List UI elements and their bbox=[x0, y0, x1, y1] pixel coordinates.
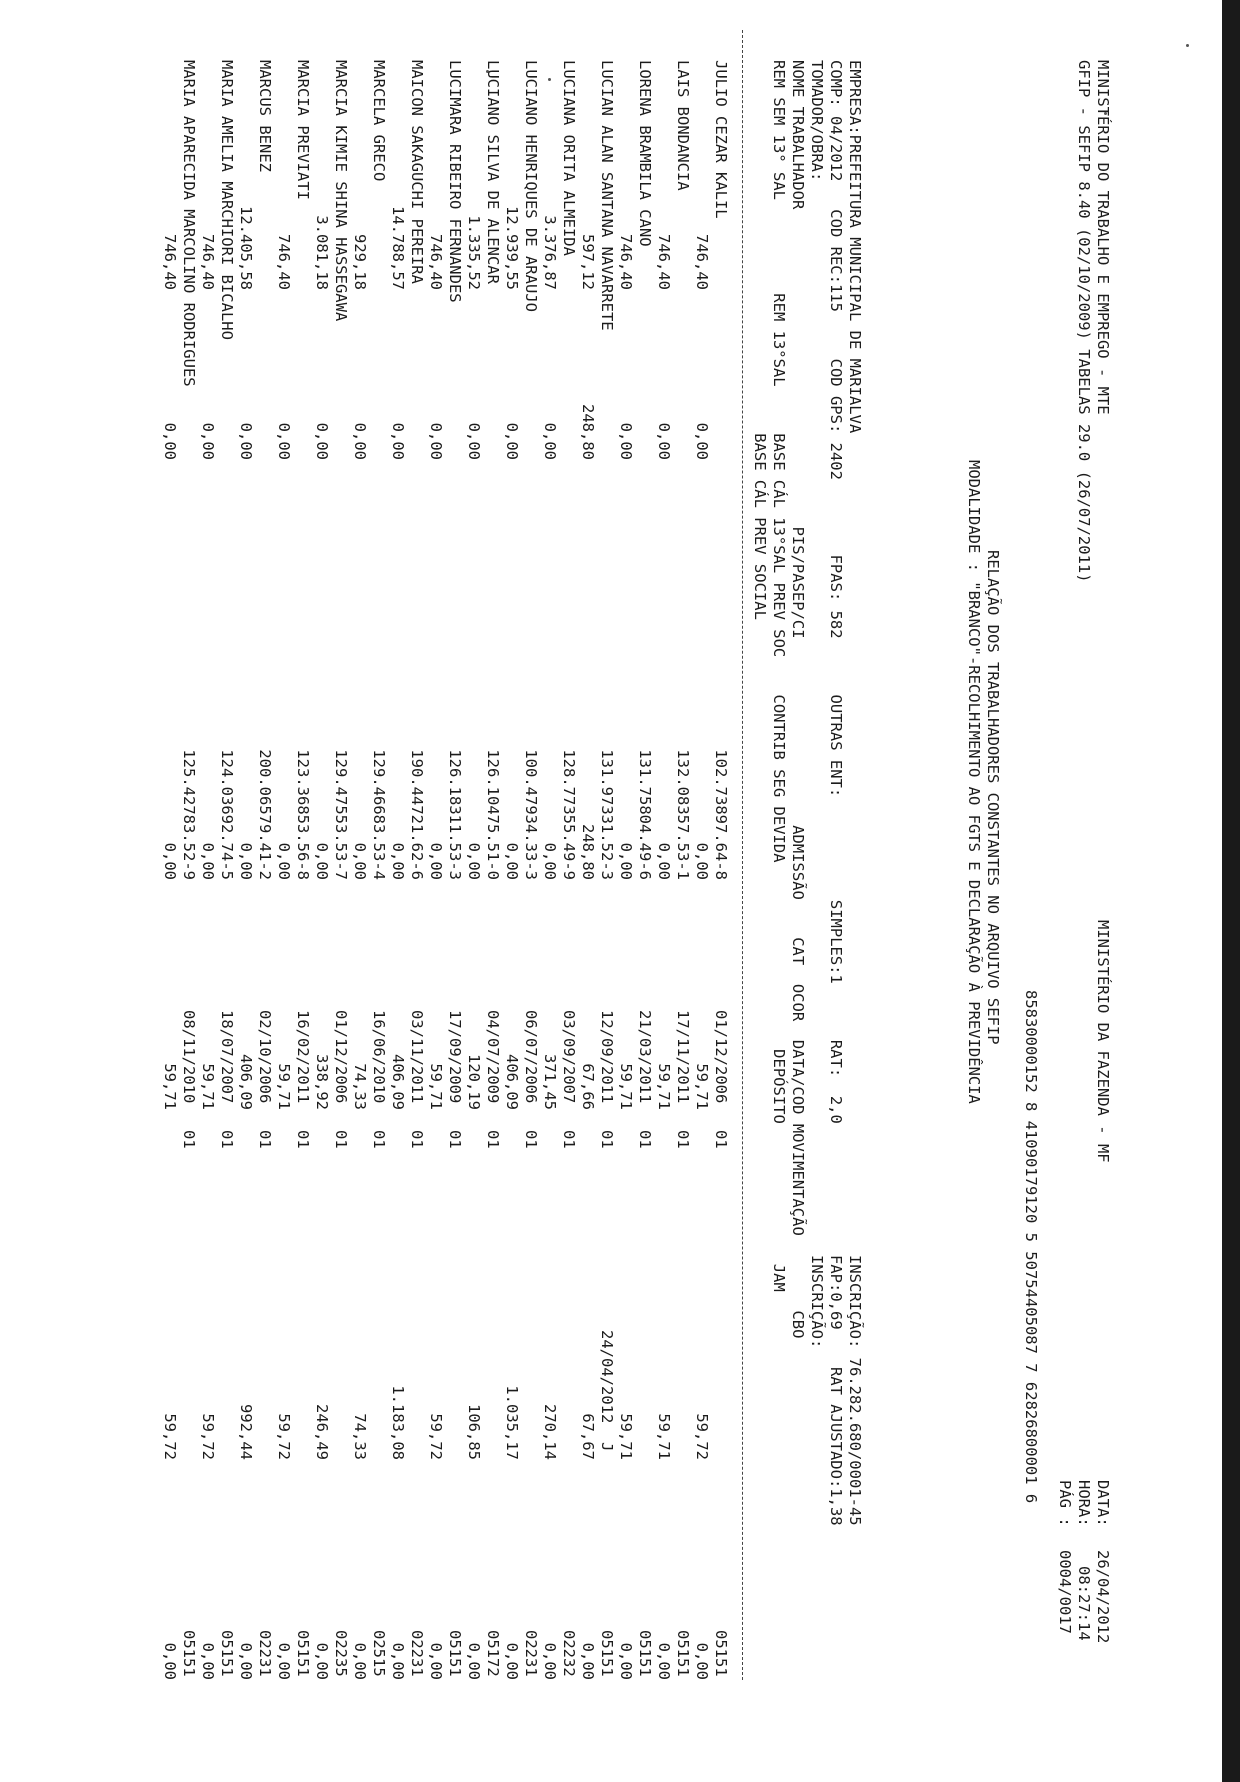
cell-pis: 200.06579.41-2 bbox=[256, 749, 274, 880]
cell-pis: 129.47553.53-7 bbox=[332, 749, 350, 880]
cell-pis: 129.46683.53-4 bbox=[370, 749, 388, 880]
cell-rem13: 0,00 bbox=[427, 422, 445, 460]
cell-rem-sem: 597,12 bbox=[579, 234, 597, 290]
comp-line: COMP: 04/2012 COD REC:115 COD GPS: 2402 FPAS: 582 OUTRAS ENT: SIMPLES:1 RAT: 2,0 bbox=[827, 60, 845, 1124]
fap-line: FAP:0,69 RAT AJUSTADO:1,38 bbox=[827, 1255, 845, 1526]
cell-jam: 0,00 bbox=[693, 1642, 711, 1680]
column-header-1: NOME TRABALHADOR PIS/PASEP/CI ADMISSÃO CAT OCOR DATA/COD MOVIMENTAÇÃO CBO bbox=[789, 60, 807, 1339]
cell-pis: 124.03692.74-5 bbox=[218, 749, 236, 880]
cell-rem13: 0,00 bbox=[655, 422, 673, 460]
cell-contrib: 371,45 bbox=[541, 1054, 559, 1110]
cell-rem13: 0,00 bbox=[541, 422, 559, 460]
cell-name: MARIA AMELIA MARCHIORI BICALHO bbox=[218, 60, 236, 340]
cell-deposito: 59,72 bbox=[161, 1413, 179, 1460]
cell-base13: 248,80 bbox=[579, 824, 597, 880]
cell-admissao: 06/07/2006 bbox=[522, 1010, 540, 1104]
cell-cbo: 05151 bbox=[636, 1630, 654, 1677]
cell-cat: 01 bbox=[712, 1130, 730, 1149]
cell-pis: 125.42783.52-9 bbox=[180, 749, 198, 880]
cell-cat: 01 bbox=[636, 1130, 654, 1149]
cell-admissao: 08/11/2010 bbox=[180, 1010, 198, 1104]
cell-cat: 01 bbox=[598, 1130, 616, 1149]
cell-rem13: 0,00 bbox=[465, 422, 483, 460]
cell-admissao: 03/11/2011 bbox=[408, 1010, 426, 1104]
cell-base13: 0,00 bbox=[237, 842, 255, 880]
cell-admissao: 16/06/2010 bbox=[370, 1010, 388, 1104]
cell-pis: 132.08357.53-1 bbox=[674, 749, 692, 880]
system-line: GFIP - SEFIP 8.40 (02/10/2009) TABELAS 29.0 (26/07/2011) bbox=[1075, 60, 1093, 583]
header-divider bbox=[742, 30, 743, 1680]
cell-rem-sem: 746,40 bbox=[655, 234, 673, 290]
cell-cat: 01 bbox=[446, 1130, 464, 1149]
cell-admissao: 02/10/2006 bbox=[256, 1010, 274, 1104]
cell-deposito: 270,14 bbox=[541, 1404, 559, 1460]
date-label: DATA: bbox=[1094, 1480, 1112, 1527]
page-label: PÁG : bbox=[1056, 1480, 1074, 1527]
cell-rem-sem: 929,18 bbox=[351, 234, 369, 290]
cell-name: LUCIMARA RIBEIRO FERNANDES bbox=[446, 60, 464, 303]
cell-deposito: 59,72 bbox=[427, 1413, 445, 1460]
cell-deposito: 59,71 bbox=[655, 1413, 673, 1460]
tomador-line: TOMADOR/OBRA: bbox=[808, 60, 826, 182]
cell-rem13: 0,00 bbox=[389, 422, 407, 460]
cell-pis: 126.18311.53-3 bbox=[446, 749, 464, 880]
inscricao2-line: INSCRIÇÃO: bbox=[808, 1255, 826, 1349]
cell-rem13: 0,00 bbox=[693, 422, 711, 460]
cell-deposito: 59,72 bbox=[199, 1413, 217, 1460]
cell-name: LUCIAN ALAN SANTANA NAVARRETE bbox=[598, 60, 616, 331]
cell-name: MARCUS BENEZ bbox=[256, 60, 274, 172]
cell-jam: 0,00 bbox=[465, 1642, 483, 1680]
cell-rem-sem: 14.788,57 bbox=[389, 206, 407, 290]
cell-deposito: 1.035,17 bbox=[503, 1385, 521, 1460]
cell-cat: 01 bbox=[180, 1130, 198, 1149]
cell-cat: 01 bbox=[484, 1130, 502, 1149]
cell-jam: 0,00 bbox=[427, 1642, 445, 1680]
cell-admissao: 16/02/2011 bbox=[294, 1010, 312, 1104]
cell-base13: 0,00 bbox=[465, 842, 483, 880]
cell-rem13: 0,00 bbox=[275, 422, 293, 460]
cell-cbo: 02231 bbox=[522, 1630, 540, 1677]
cell-name: MARCIA PREVIATI bbox=[294, 60, 312, 200]
cell-cbo: 05151 bbox=[674, 1630, 692, 1677]
cell-contrib: 59,71 bbox=[617, 1063, 635, 1110]
column-header-3: BASE CÁL PREV SOCIAL bbox=[751, 60, 769, 620]
cell-base13: 0,00 bbox=[655, 842, 673, 880]
modality-line: MODALIDADE : "BRANCO"-RECOLHIMENTO AO FGTS E DECLARAÇÃO À PREVIDÊNCIA bbox=[965, 460, 983, 1104]
cell-contrib: 67,66 bbox=[579, 1063, 597, 1110]
cell-cbo: 02232 bbox=[560, 1630, 578, 1677]
cell-jam: 0,00 bbox=[617, 1642, 635, 1680]
cell-rem13: 0,00 bbox=[237, 422, 255, 460]
cell-deposito: 106,85 bbox=[465, 1404, 483, 1460]
cell-pis: 131.97331.52-3 bbox=[598, 749, 616, 880]
cell-admissao: 12/09/2011 bbox=[598, 1010, 616, 1104]
cell-cat: 01 bbox=[674, 1130, 692, 1149]
cell-deposito: 74,33 bbox=[351, 1413, 369, 1460]
cell-cat: 01 bbox=[256, 1130, 274, 1149]
cell-base13: 0,00 bbox=[199, 842, 217, 880]
cell-contrib: 59,71 bbox=[161, 1063, 179, 1110]
cell-contrib: 59,71 bbox=[655, 1063, 673, 1110]
barcode-number: 85830000152 8 41090179120 5 50754405087 7 62826800001 6 bbox=[1022, 990, 1040, 1504]
cell-cat: 01 bbox=[218, 1130, 236, 1149]
ministry-left: MINISTÉRIO DO TRABALHO E EMPREGO - MTE bbox=[1094, 60, 1112, 415]
cell-name: MARIA APARECIDA MARCOLINO RODRIGUES bbox=[180, 60, 198, 387]
cell-admissao: 03/09/2007 bbox=[560, 1010, 578, 1104]
cell-rem13: 0,00 bbox=[617, 422, 635, 460]
cell-jam: 0,00 bbox=[503, 1642, 521, 1680]
cell-rem13: 0,00 bbox=[351, 422, 369, 460]
cell-name: LUCIANO HENRIQUES DE ARAUJO bbox=[522, 60, 540, 312]
cell-jam: 0,00 bbox=[313, 1642, 331, 1680]
cell-rem-sem: 746,40 bbox=[427, 234, 445, 290]
cell-cbo: 05151 bbox=[712, 1630, 730, 1677]
cell-jam: 0,00 bbox=[389, 1642, 407, 1680]
cell-pis: 102.73897.64-8 bbox=[712, 749, 730, 880]
cell-admissao: 04/07/2009 bbox=[484, 1010, 502, 1104]
cell-name: LUCIANO SILVA DE ALENCAR bbox=[484, 60, 502, 284]
cell-rem-sem: 746,40 bbox=[617, 234, 635, 290]
time-value: 08:27:14 bbox=[1075, 1566, 1093, 1641]
cell-cbo: 05151 bbox=[180, 1630, 198, 1677]
cell-jam: 0,00 bbox=[351, 1642, 369, 1680]
cell-rem-sem: 1.335,52 bbox=[465, 215, 483, 290]
cell-pis: 128.77355.49-9 bbox=[560, 749, 578, 880]
cell-cbo: 02515 bbox=[370, 1630, 388, 1677]
cell-name: LORENA BRAMBILA CANO bbox=[636, 60, 654, 247]
date-value: 26/04/2012 bbox=[1094, 1550, 1112, 1644]
cell-jam: 0,00 bbox=[199, 1642, 217, 1680]
cell-rem13: 0,00 bbox=[161, 422, 179, 460]
cell-name: LAIS BONDANCIA bbox=[674, 60, 692, 191]
empresa-line: EMPRESA:PREFEITURA MUNICIPAL DE MARIALVA bbox=[846, 60, 864, 434]
cell-contrib: 406,09 bbox=[503, 1054, 521, 1110]
cell-admissao: 01/12/2006 bbox=[712, 1010, 730, 1104]
cell-cbo: 05172 bbox=[484, 1630, 502, 1677]
cell-admissao: 17/11/2011 bbox=[674, 1010, 692, 1104]
cell-cat: 01 bbox=[294, 1130, 312, 1149]
cell-contrib: 59,71 bbox=[693, 1063, 711, 1110]
cell-cbo: 05151 bbox=[598, 1630, 616, 1677]
time-label: HORA: bbox=[1075, 1480, 1093, 1527]
cell-admissao: 18/07/2007 bbox=[218, 1010, 236, 1104]
cell-deposito: 59,72 bbox=[693, 1413, 711, 1460]
rotated-report bbox=[0, 30, 1112, 1730]
cell-mov: 24/04/2012 J bbox=[598, 1330, 616, 1452]
cell-cbo: 02231 bbox=[408, 1630, 426, 1677]
cell-base13: 0,00 bbox=[617, 842, 635, 880]
cell-deposito: 992,44 bbox=[237, 1404, 255, 1460]
cell-rem-sem: 12.939,55 bbox=[503, 206, 521, 290]
cell-name: LUCIANA ORITA ALMEIDA bbox=[560, 60, 578, 256]
cell-contrib: 406,09 bbox=[237, 1054, 255, 1110]
cell-pis: 126.10475.51-0 bbox=[484, 749, 502, 880]
cell-base13: 0,00 bbox=[275, 842, 293, 880]
cell-admissao: 17/09/2009 bbox=[446, 1010, 464, 1104]
cell-rem13: 248,80 bbox=[579, 404, 597, 460]
inscricao-line: INSCRIÇÃO: 76.282.680/0001-45 bbox=[846, 1255, 864, 1526]
cell-admissao: 01/12/2006 bbox=[332, 1010, 350, 1104]
cell-base13: 0,00 bbox=[313, 842, 331, 880]
ministry-right: MINISTÉRIO DA FAZENDA - MF bbox=[1094, 920, 1112, 1163]
cell-base13: 0,00 bbox=[351, 842, 369, 880]
scan-speck bbox=[1186, 44, 1189, 47]
cell-base13: 0,00 bbox=[503, 842, 521, 880]
cell-name: MARCELA GRECO bbox=[370, 60, 388, 182]
cell-rem-sem: 12.405,58 bbox=[237, 206, 255, 290]
cell-cbo: 02235 bbox=[332, 1630, 350, 1677]
report-title: RELAÇÃO DOS TRABALHADORES CONSTANTES NO ARQUIVO SEFIP bbox=[984, 550, 1002, 1045]
cell-deposito: 1.183,08 bbox=[389, 1385, 407, 1460]
cell-cat: 01 bbox=[332, 1130, 350, 1149]
cell-deposito: 67,67 bbox=[579, 1413, 597, 1460]
cell-name: MARCIA KIMIE SHINA HASSEGAWA bbox=[332, 60, 350, 322]
cell-cat: 01 bbox=[522, 1130, 540, 1149]
cell-deposito: 246,49 bbox=[313, 1404, 331, 1460]
cell-rem-sem: 746,40 bbox=[199, 234, 217, 290]
cell-contrib: 406,09 bbox=[389, 1054, 407, 1110]
column-header-2: REM SEM 13° SAL REM 13°SAL BASE CÁL 13°SAL PREV SOC CONTRIB SEG DEVIDA DEPÓSITO JAM bbox=[770, 60, 788, 1292]
cell-name: MAICON SAKAGUCHI PEREIRA bbox=[408, 60, 426, 284]
cell-deposito: 59,71 bbox=[617, 1413, 635, 1460]
cell-cbo: 05151 bbox=[446, 1630, 464, 1677]
page-value: 0004/0017 bbox=[1056, 1550, 1074, 1634]
cell-pis: 190.44721.62-6 bbox=[408, 749, 426, 880]
cell-cat: 01 bbox=[560, 1130, 578, 1149]
cell-rem13: 0,00 bbox=[199, 422, 217, 460]
cell-jam: 0,00 bbox=[161, 1642, 179, 1680]
cell-name: JULIO CEZAR KALIL bbox=[712, 60, 730, 219]
cell-base13: 0,00 bbox=[693, 842, 711, 880]
cell-jam: 0,00 bbox=[237, 1642, 255, 1680]
cell-contrib: 59,71 bbox=[275, 1063, 293, 1110]
cell-cbo: 02231 bbox=[256, 1630, 274, 1677]
cell-pis: 131.75804.49-6 bbox=[636, 749, 654, 880]
cell-jam: 0,00 bbox=[275, 1642, 293, 1680]
cell-base13: 0,00 bbox=[541, 842, 559, 880]
cell-base13: 0,00 bbox=[389, 842, 407, 880]
cell-rem-sem: 746,40 bbox=[161, 234, 179, 290]
cell-cat: 01 bbox=[408, 1130, 426, 1149]
cell-admissao: 21/03/2011 bbox=[636, 1010, 654, 1104]
cell-rem-sem: 746,40 bbox=[693, 234, 711, 290]
cell-contrib: 338,92 bbox=[313, 1054, 331, 1110]
cell-base13: 0,00 bbox=[427, 842, 445, 880]
cell-cbo: 05151 bbox=[294, 1630, 312, 1677]
cell-pis: 100.47934.33-3 bbox=[522, 749, 540, 880]
cell-rem-sem: 3.376,87 bbox=[541, 215, 559, 290]
cell-jam: 0,00 bbox=[655, 1642, 673, 1680]
cell-rem-sem: 746,40 bbox=[275, 234, 293, 290]
cell-base13: 0,00 bbox=[161, 842, 179, 880]
cell-cbo: 05151 bbox=[218, 1630, 236, 1677]
cell-contrib: 74,33 bbox=[351, 1063, 369, 1110]
cell-rem13: 0,00 bbox=[313, 422, 331, 460]
cell-rem13: 0,00 bbox=[503, 422, 521, 460]
cell-contrib: 59,71 bbox=[199, 1063, 217, 1110]
cell-jam: 0,00 bbox=[541, 1642, 559, 1680]
cell-contrib: 59,71 bbox=[427, 1063, 445, 1110]
cell-rem-sem: 3.081,18 bbox=[313, 215, 331, 290]
cell-deposito: 59,72 bbox=[275, 1413, 293, 1460]
cell-pis: 123.36853.56-8 bbox=[294, 749, 312, 880]
cell-jam: 0,00 bbox=[579, 1642, 597, 1680]
cell-contrib: 120,19 bbox=[465, 1054, 483, 1110]
cell-cat: 01 bbox=[370, 1130, 388, 1149]
